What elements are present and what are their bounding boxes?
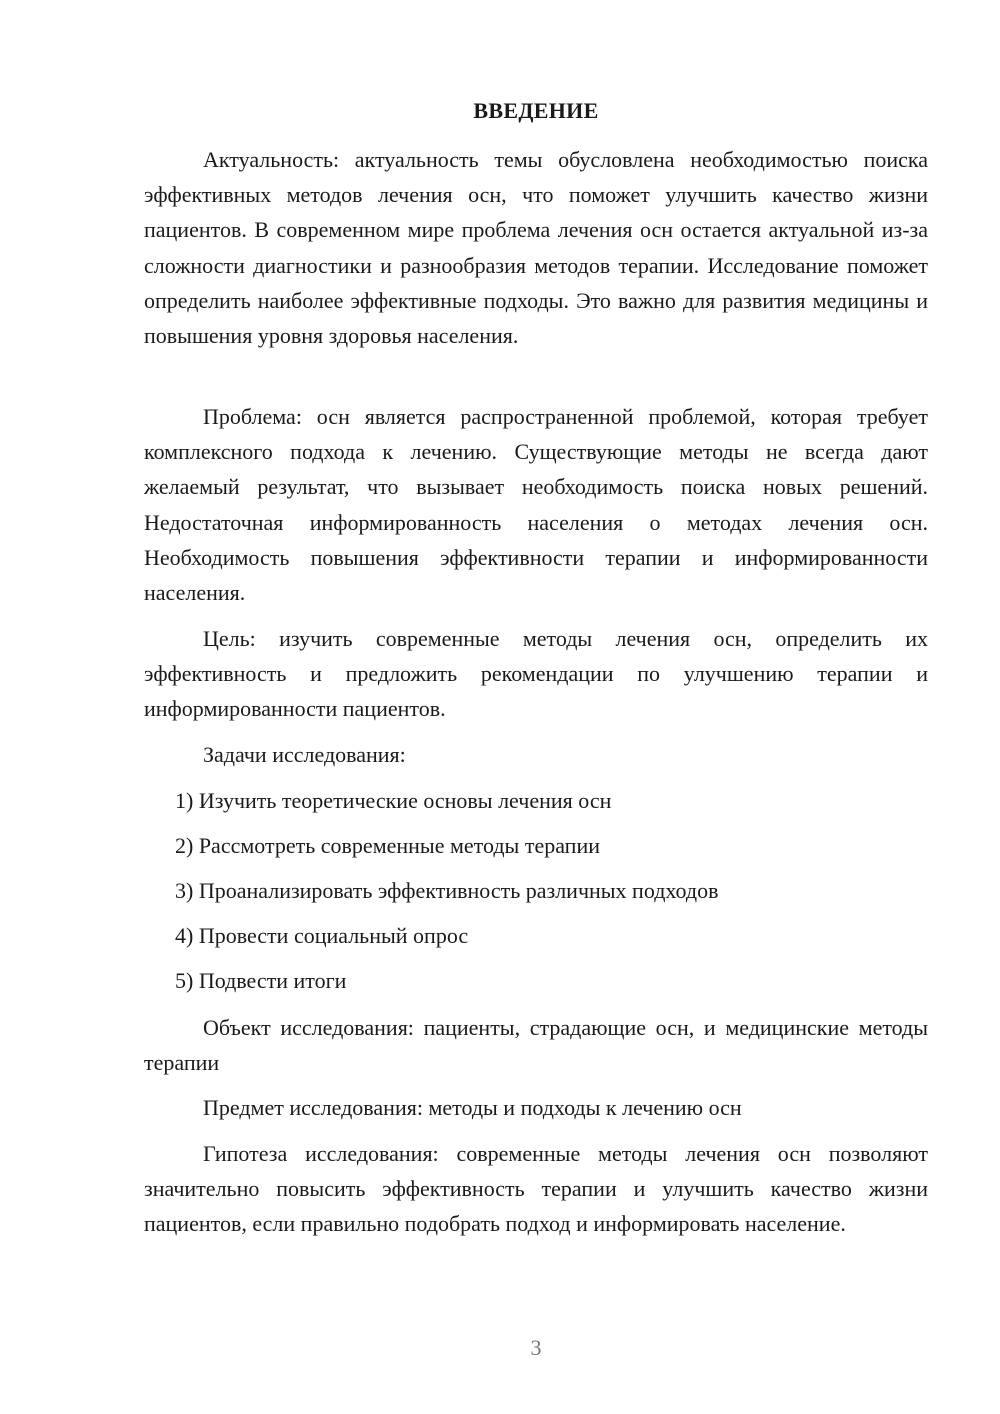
- paragraph-problem: Проблема: осн является распространенной проблемой, которая требует комплексного подхода к лечению. Существующие методы не всегда дают желаемый результат, что вызывает необходимость поиска новых решений. Недостаточная информированность населения о методах лечения осн. Необходимость повышения эффективности терапии и информированности населения.: [144, 404, 928, 606]
- paragraph-subject: Предмет исследования: методы и подходы к лечению осн: [203, 1095, 742, 1120]
- paragraph-object: Объект исследования: пациенты, страдающие осн, и медицинские методы терапии: [144, 1015, 928, 1076]
- task-item-5: 5) Подвести итоги: [175, 968, 347, 993]
- task-item-4: 4) Провести социальный опрос: [175, 923, 469, 948]
- tasks-heading: Задачи исследования:: [203, 742, 406, 767]
- page-title: ВВЕДЕНИЕ: [473, 98, 599, 123]
- paragraph-relevance: Актуальность: актуальность темы обусловлена необходимостью поиска эффективных методов лечения осн, что поможет улучшить качество жизни пациентов. В современном мире проблема лечения осн остается актуальной из-за сложности диагностики и разнообразия методов терапии. Исследование поможет определить наиболее эффективные подходы. Это важно для развития медицины и повышения уровня здоровья населения.: [144, 147, 928, 349]
- task-item-2: 2) Рассмотреть современные методы терапии: [175, 833, 601, 858]
- paragraph-goal: Цель: изучить современные методы лечения осн, определить их эффективность и предложить рекомендации по улучшению терапии и информированности пациентов.: [144, 626, 928, 722]
- task-item-3: 3) Проанализировать эффективность различных подходов: [175, 878, 719, 903]
- paragraph-hypothesis: Гипотеза исследования: современные методы лечения осн позволяют значительно повысить эффективность терапии и улучшить качество жизни пациентов, если правильно подобрать подход и информировать население.: [144, 1141, 928, 1237]
- page-number: 3: [530, 1335, 542, 1360]
- task-item-1: 1) Изучить теоретические основы лечения осн: [175, 788, 612, 813]
